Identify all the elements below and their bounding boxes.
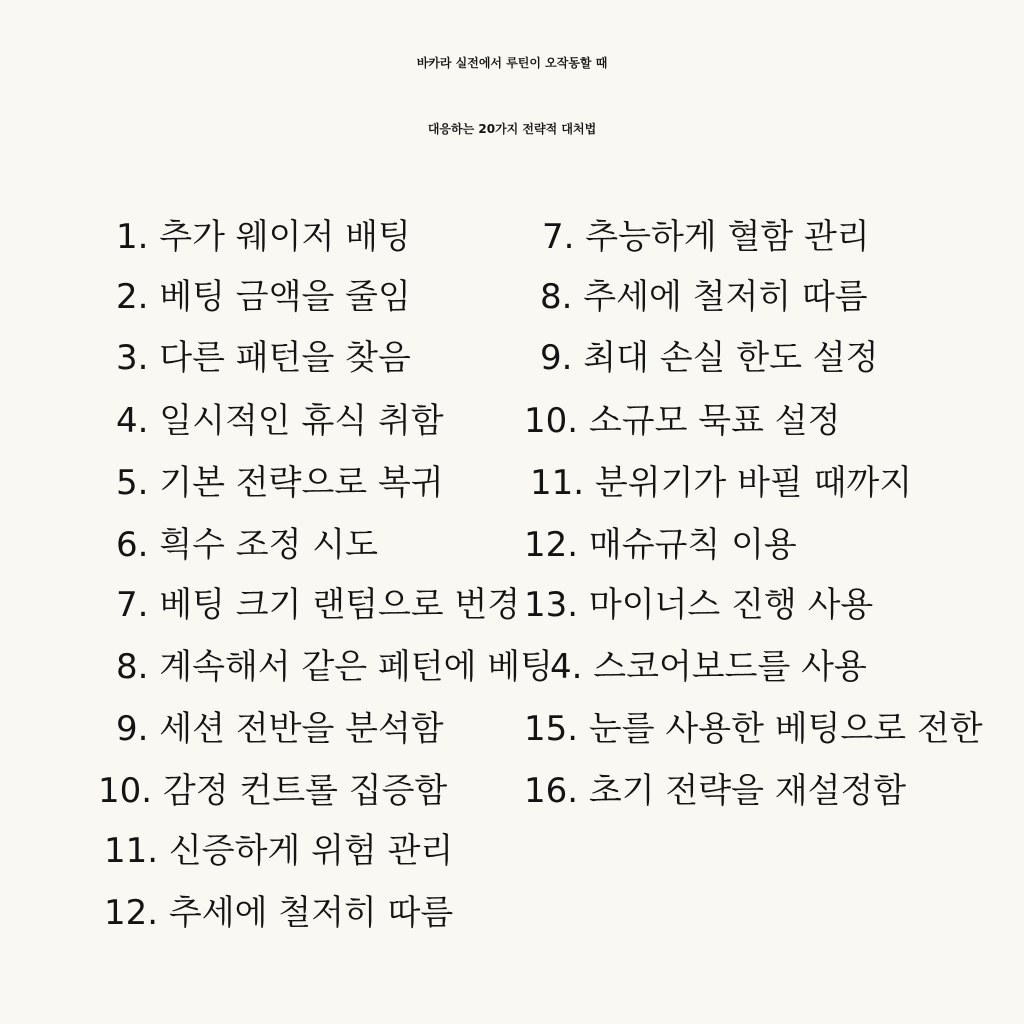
list-item: [116, 338, 411, 378]
item-number: 16.: [524, 771, 579, 811]
list-item: [116, 647, 553, 687]
list-item: [530, 463, 913, 503]
list-item: [98, 771, 448, 811]
list-item: [116, 585, 521, 625]
item-text: 추세에 철저히 따름: [583, 277, 868, 317]
item-number: 4.: [550, 647, 583, 687]
list-item: [550, 647, 867, 687]
item-number: 5.: [116, 463, 149, 503]
item-text: 추능하게 혈함 관리: [585, 217, 870, 257]
item-text: 소규모 묵표 설정: [588, 401, 841, 441]
item-text: 일시적인 휴식 취함: [159, 401, 444, 441]
list-item: [116, 463, 444, 503]
item-text: 베팅 크기 랜텀으로 번경: [159, 585, 521, 625]
list-item: [116, 277, 411, 317]
item-text: 계속해서 같은 페턴에 베팅: [159, 647, 553, 687]
item-text: 최대 손실 한도 설정: [583, 338, 879, 378]
item-text: 추가 웨이저 배팅: [159, 217, 411, 257]
item-text: 마이너스 진행 사용: [588, 585, 874, 625]
item-number: 12.: [524, 525, 579, 565]
list-item: [524, 525, 797, 565]
item-text: 세션 전반을 분석함: [159, 709, 444, 749]
item-number: 10.: [524, 401, 579, 441]
list-item: [524, 771, 907, 811]
item-text: 매슈규칙 이용: [588, 525, 797, 565]
list-item: [524, 709, 983, 749]
item-number: 3.: [116, 338, 149, 378]
item-number: 6.: [116, 525, 149, 565]
item-number: 12.: [104, 893, 159, 933]
item-text: 다른 패턴을 찾음: [159, 338, 411, 378]
item-text: 분위기가 바필 때까지: [594, 463, 913, 503]
list-item: [524, 401, 841, 441]
item-text: 흭수 조정 시도: [159, 525, 378, 565]
list-item: [104, 893, 454, 933]
item-number: 8.: [540, 277, 573, 317]
item-text: 추세에 철저히 따름: [168, 893, 454, 933]
item-number: 7.: [542, 217, 575, 257]
item-text: 감정 컨트롤 집증함: [162, 771, 448, 811]
list-item: [116, 525, 378, 565]
item-text: 신증하게 위험 관리: [168, 831, 454, 871]
list-item: [540, 277, 868, 317]
item-number: 10.: [98, 771, 153, 811]
list-item: [104, 831, 454, 871]
list-item: [116, 401, 444, 441]
item-number: 9.: [540, 338, 573, 378]
item-number: 11.: [530, 463, 585, 503]
item-text: 초기 전략을 재설정함: [588, 771, 907, 811]
list-item: [524, 585, 874, 625]
list-item: [116, 709, 444, 749]
list-item: [540, 338, 879, 378]
item-text: 스코어보드를 사용: [593, 647, 867, 687]
item-number: 11.: [104, 831, 159, 871]
item-number: 15.: [524, 709, 579, 749]
item-number: 13.: [524, 585, 579, 625]
item-number: 9.: [116, 709, 149, 749]
item-number: 8.: [116, 647, 149, 687]
title-line-1: 바카라 실전에서 루틴이 오작동할 때: [416, 56, 608, 70]
item-number: 2.: [116, 277, 149, 317]
item-number: 4.: [116, 401, 149, 441]
item-text: 기본 전략으로 복귀: [159, 463, 444, 503]
list-item: [542, 217, 870, 257]
item-text: 눈를 사용한 베팅으로 전한: [588, 709, 983, 749]
item-text: 베팅 금액을 줄임: [159, 277, 411, 317]
item-number: 1.: [116, 217, 149, 257]
item-number: 7.: [116, 585, 149, 625]
title-line-2: 대응하는 20가지 전략적 대처법: [427, 122, 597, 136]
list-item: [116, 217, 411, 257]
